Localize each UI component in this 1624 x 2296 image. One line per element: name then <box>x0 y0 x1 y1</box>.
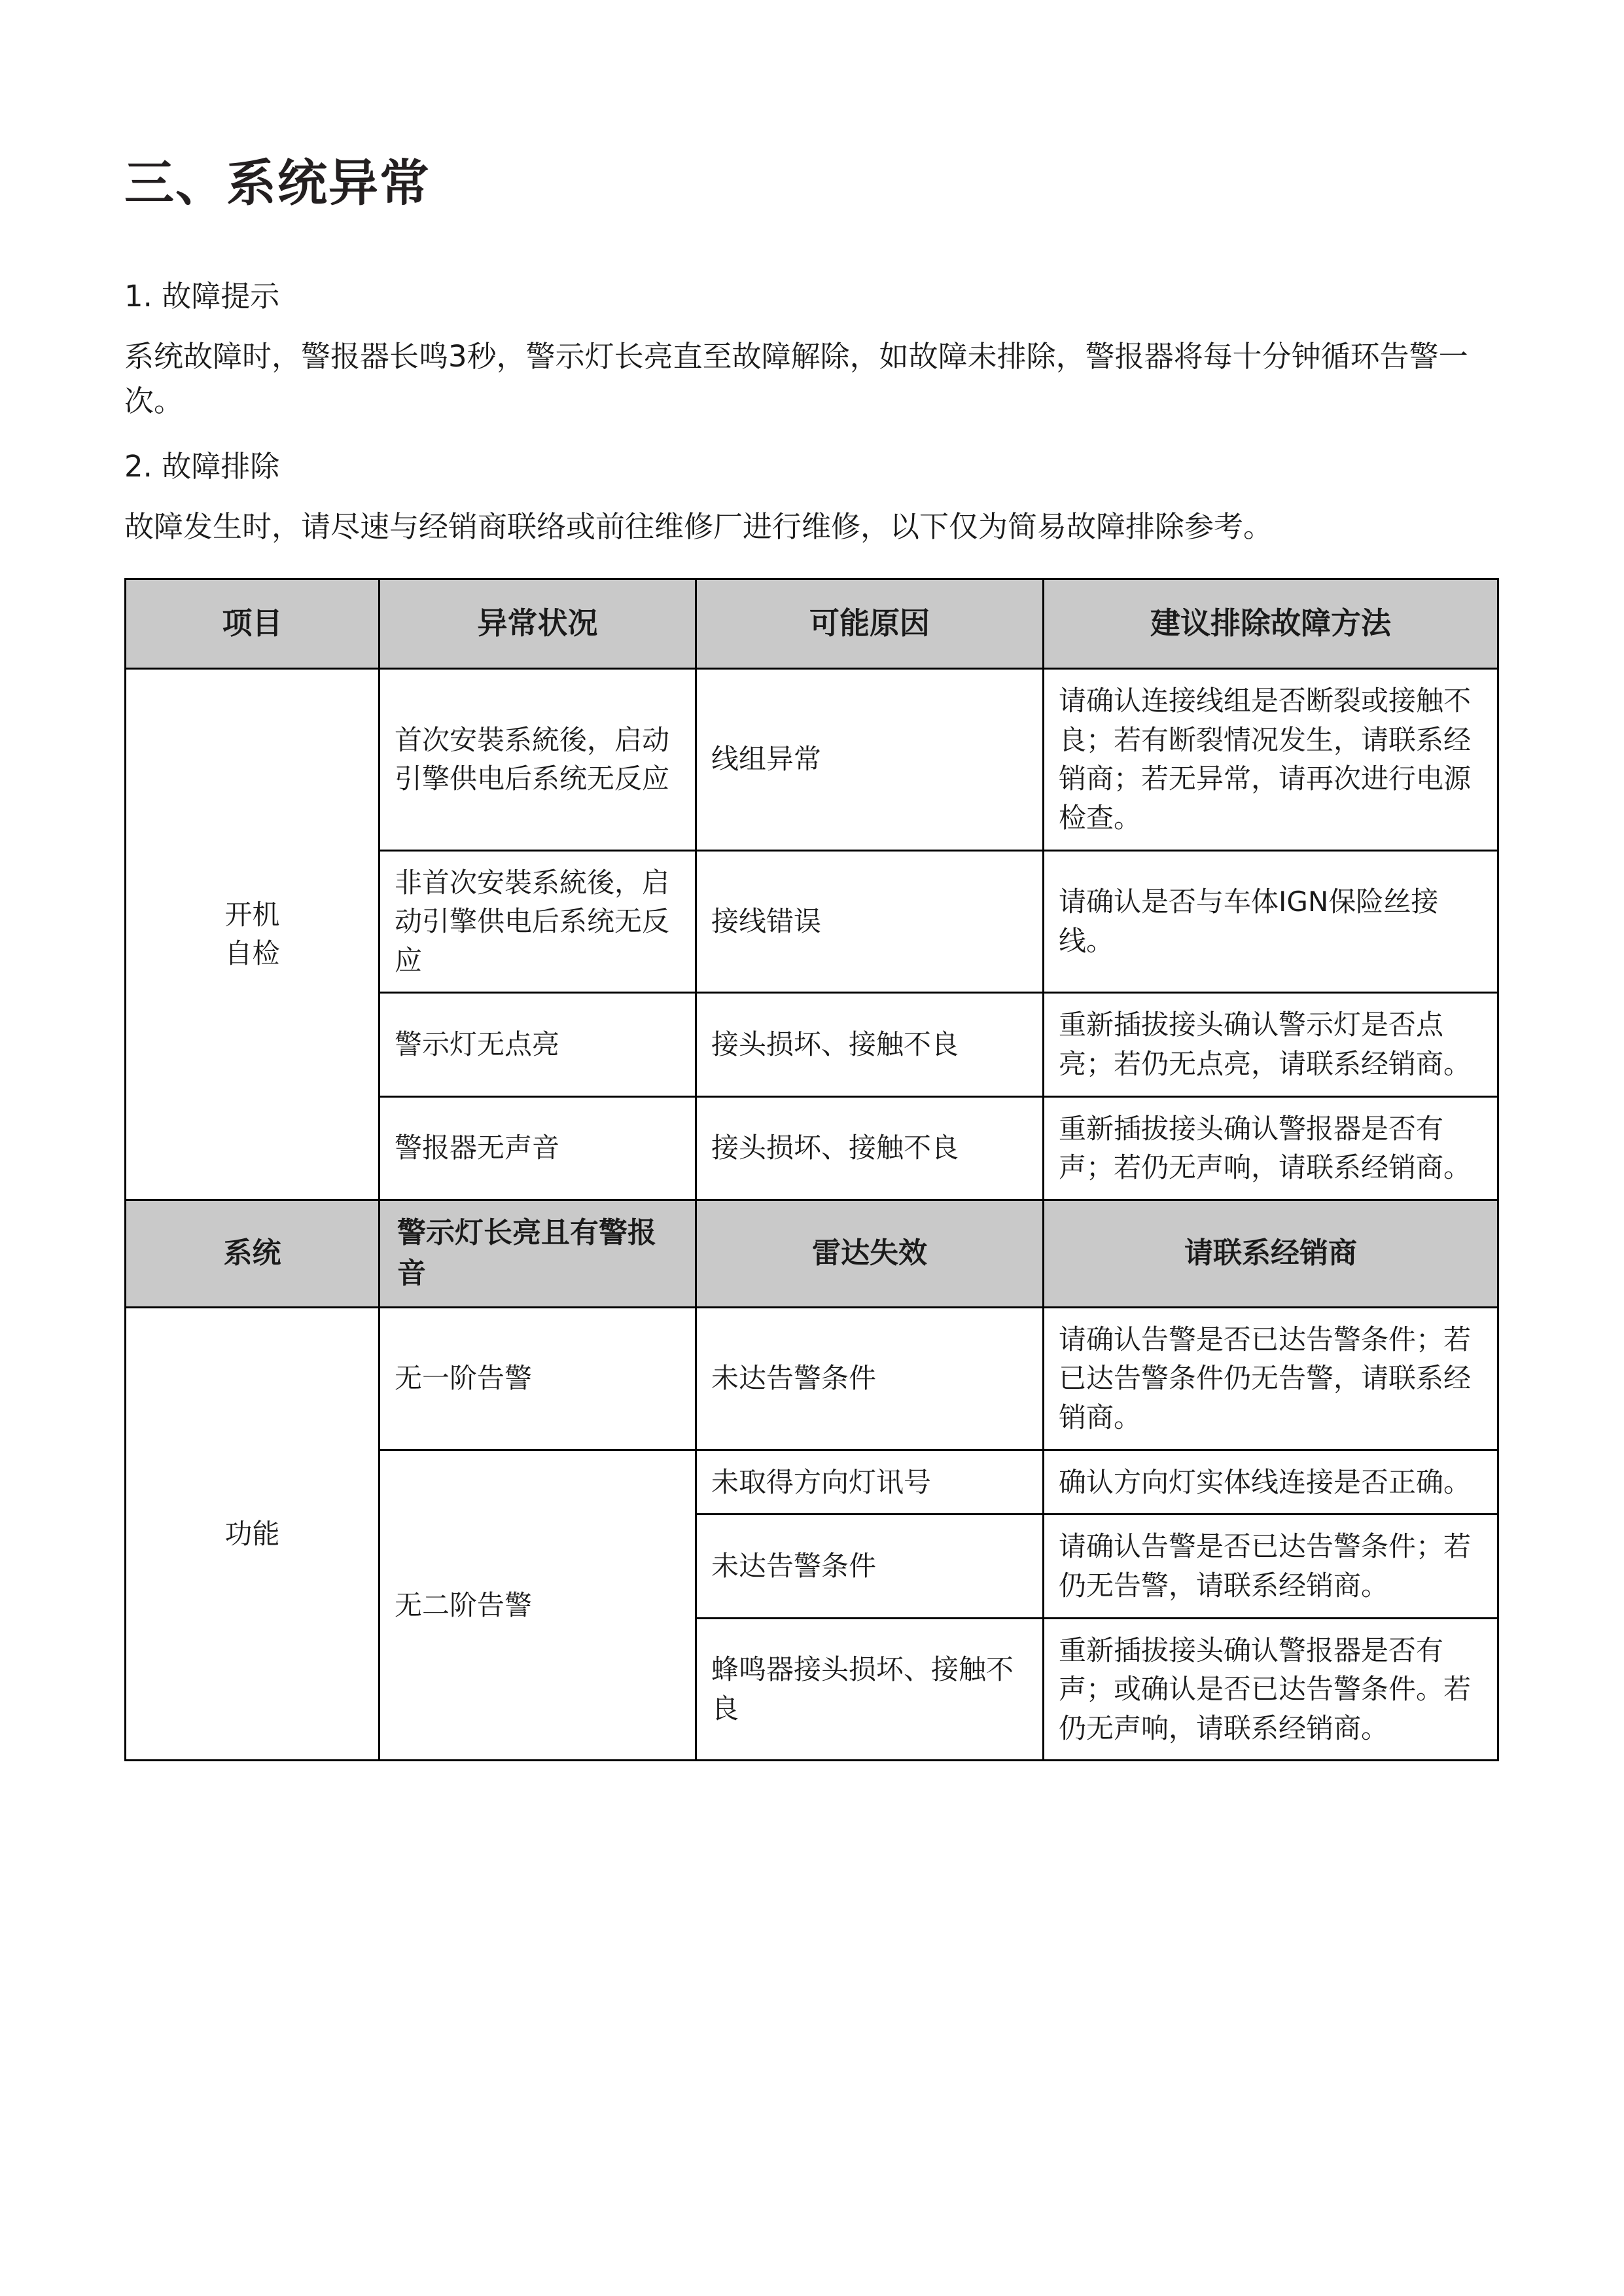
cell-solution: 重新插拔接头确认警报器是否有声；若仍无声响，请联系经销商。 <box>1044 1096 1498 1200</box>
cell-cause: 雷达失效 <box>696 1200 1044 1307</box>
cell-condition: 非首次安裝系統後，启动引擎供电后系统无反应 <box>380 850 696 993</box>
cell-condition: 警示灯长亮且有警报音 <box>380 1200 696 1307</box>
table-row <box>126 669 1498 851</box>
cell-cause: 蜂鸣器接头损坏、接触不良 <box>696 1618 1044 1761</box>
group-label-startup-selftest <box>126 669 380 1200</box>
cell-cause: 接头损坏、接触不良 <box>696 1096 1044 1200</box>
cell-solution: 请确认是否与车体IGN保险丝接线。 <box>1044 850 1498 993</box>
troubleshooting-table-wrapper <box>124 578 1497 1761</box>
section-2-label: 2. 故障排除 <box>124 449 280 484</box>
column-header-item: 项目 <box>126 579 380 669</box>
cell-solution: 重新插拔接头确认警报器是否有声；或确认是否已达告警条件。若仍无声响，请联系经销商。 <box>1044 1618 1498 1761</box>
cell-solution: 确认方向灯实体线连接是否正确。 <box>1044 1450 1498 1515</box>
cell-cause: 线组异常 <box>696 669 1044 851</box>
cell-condition: 警示灯无点亮 <box>380 993 696 1096</box>
group-label-line-1: 开机 <box>224 898 280 931</box>
cell-solution: 请确认告警是否已达告警条件；若已达告警条件仍无告警，请联系经销商。 <box>1044 1307 1498 1450</box>
cell-cause: 未达告警条件 <box>696 1307 1044 1450</box>
cell-solution: 请联系经销商 <box>1044 1200 1498 1307</box>
cell-condition: 无一阶告警 <box>380 1307 696 1450</box>
section-troubleshooting <box>124 449 1511 549</box>
group-label-line-2: 自检 <box>224 937 280 970</box>
page-title: 三、系统异常 <box>124 154 431 212</box>
cell-cause: 未取得方向灯讯号 <box>696 1450 1044 1515</box>
group-label-system: 系统 <box>126 1200 380 1307</box>
troubleshooting-table <box>124 578 1499 1761</box>
cell-condition: 首次安裝系統後，启动引擎供电后系统无反应 <box>380 669 696 851</box>
column-header-solution: 建议排除故障方法 <box>1044 579 1498 669</box>
cell-condition: 无二阶告警 <box>380 1450 696 1761</box>
cell-solution: 请确认告警是否已达告警条件；若仍无告警，请联系经销商。 <box>1044 1515 1498 1618</box>
table-row <box>126 1307 1498 1450</box>
column-header-condition: 异常状况 <box>380 579 696 669</box>
section-fault-indication <box>124 281 1511 424</box>
section-1-label: 1. 故障提示 <box>124 279 280 314</box>
section-2-paragraph: 故障发生时，请尽速与经销商联络或前往维修厂进行维修，以下仅为简易故障排除参考。 <box>124 509 1273 544</box>
cell-cause: 接头损坏、接触不良 <box>696 993 1044 1096</box>
column-header-cause: 可能原因 <box>696 579 1044 669</box>
table-header-row <box>126 579 1498 669</box>
table-row-system-highlighted <box>126 1200 1498 1307</box>
section-1-paragraph: 系统故障时，警报器长鸣3秒，警示灯长亮直至故障解除，如故障未排除，警报器将每十分钟循环告警一次。 <box>124 339 1468 419</box>
cell-cause: 未达告警条件 <box>696 1515 1044 1618</box>
cell-solution: 请确认连接线组是否断裂或接触不良；若有断裂情况发生，请联系经销商；若无异常，请再次进行电源检查。 <box>1044 669 1498 851</box>
group-label-function: 功能 <box>126 1307 380 1761</box>
cell-cause: 接线错误 <box>696 850 1044 993</box>
cell-solution: 重新插拔接头确认警示灯是否点亮；若仍无点亮，请联系经销商。 <box>1044 993 1498 1096</box>
cell-condition: 警报器无声音 <box>380 1096 696 1200</box>
